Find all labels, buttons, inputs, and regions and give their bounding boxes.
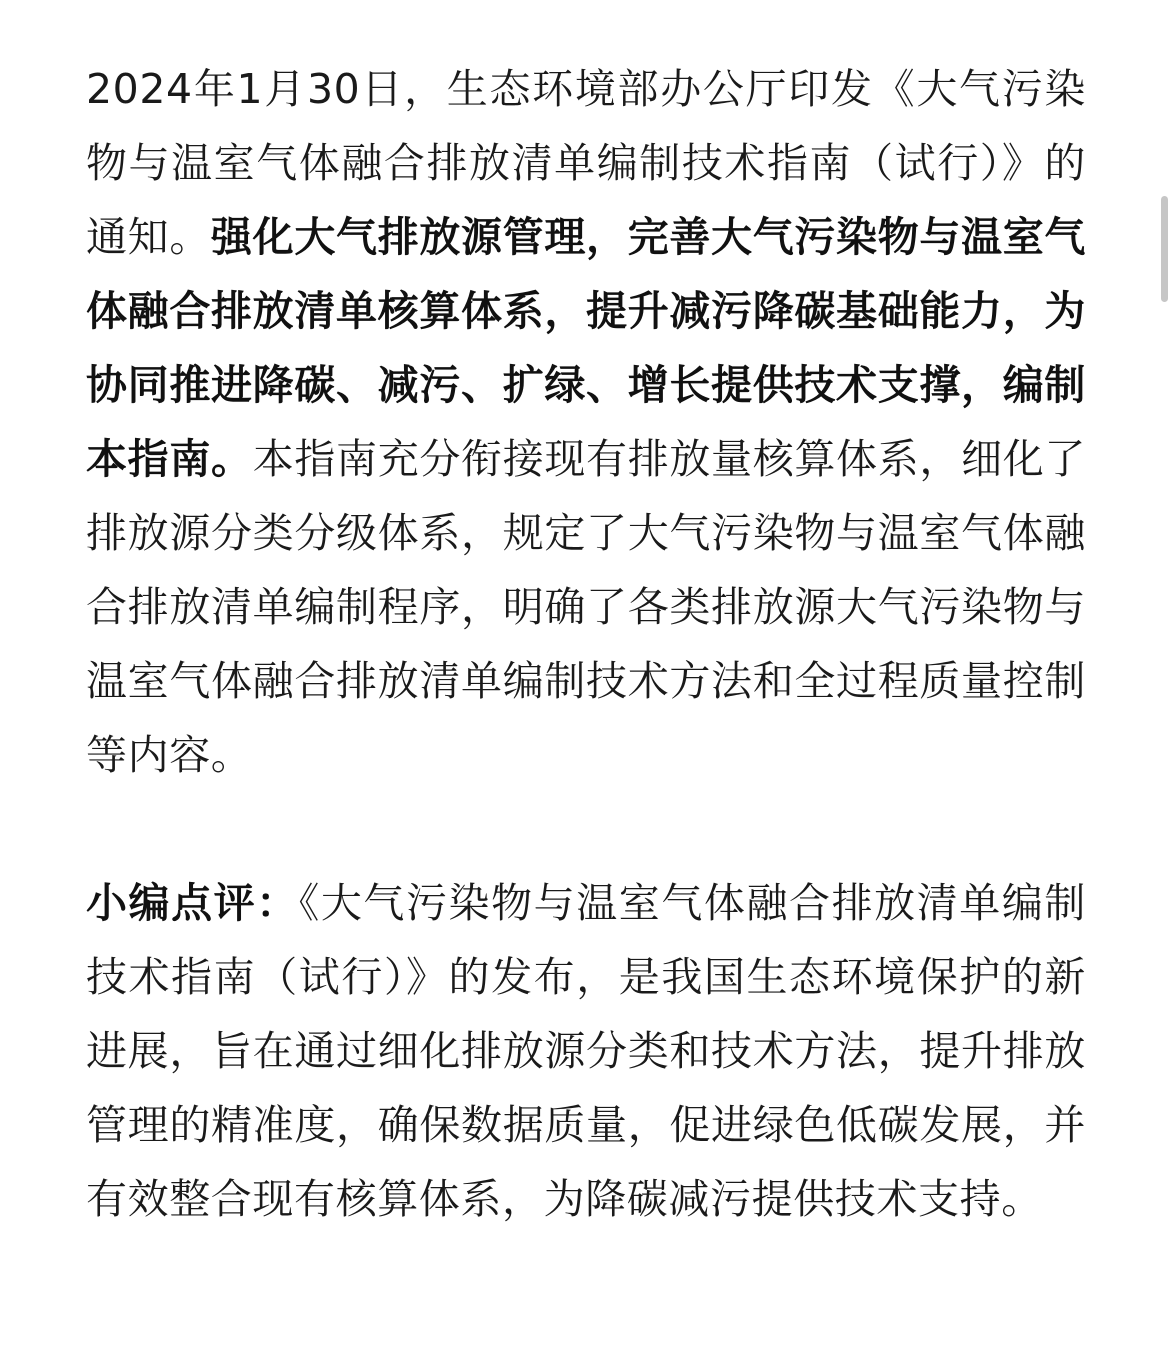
news-paragraph — [86, 52, 1086, 792]
news-emphasis: 强化大气排放源管理，完善大气污染物与温室气体融合排放清单核算体系，提升减污降碳基础能力，为协同推进降碳、减污、扩绿、增长提供技术支撑，编制本指南。 — [86, 213, 1086, 483]
scrollbar[interactable] — [1161, 196, 1168, 302]
news-intro: 2024年1月30日，生态环境部办公厅印发《大气污染物与温室气体融合排放清单编制技术指南（试行）》的通知。 — [86, 65, 1086, 261]
editor-comment-label: 小编点评： — [86, 879, 299, 927]
article-body — [86, 52, 1086, 1236]
news-rest: 本指南充分衔接现有排放量核算体系，细化了排放源分类分级体系，规定了大气污染物与温室气体融合排放清单编制程序，明确了各类排放源大气污染物与温室气体融合排放清单编制技术方法和全过程质量控制等内容。 — [86, 435, 1087, 779]
editor-comment-text: 《大气污染物与温室气体融合排放清单编制技术指南（试行）》的发布，是我国生态环境保护的新进展，旨在通过细化排放源分类和技术方法，提升排放管理的精准度，确保数据质量，促进绿色低碳发展，并有效整合现有核算体系，为降碳减污提供技术支持。 — [86, 879, 1087, 1223]
editor-comment-paragraph — [86, 866, 1086, 1236]
